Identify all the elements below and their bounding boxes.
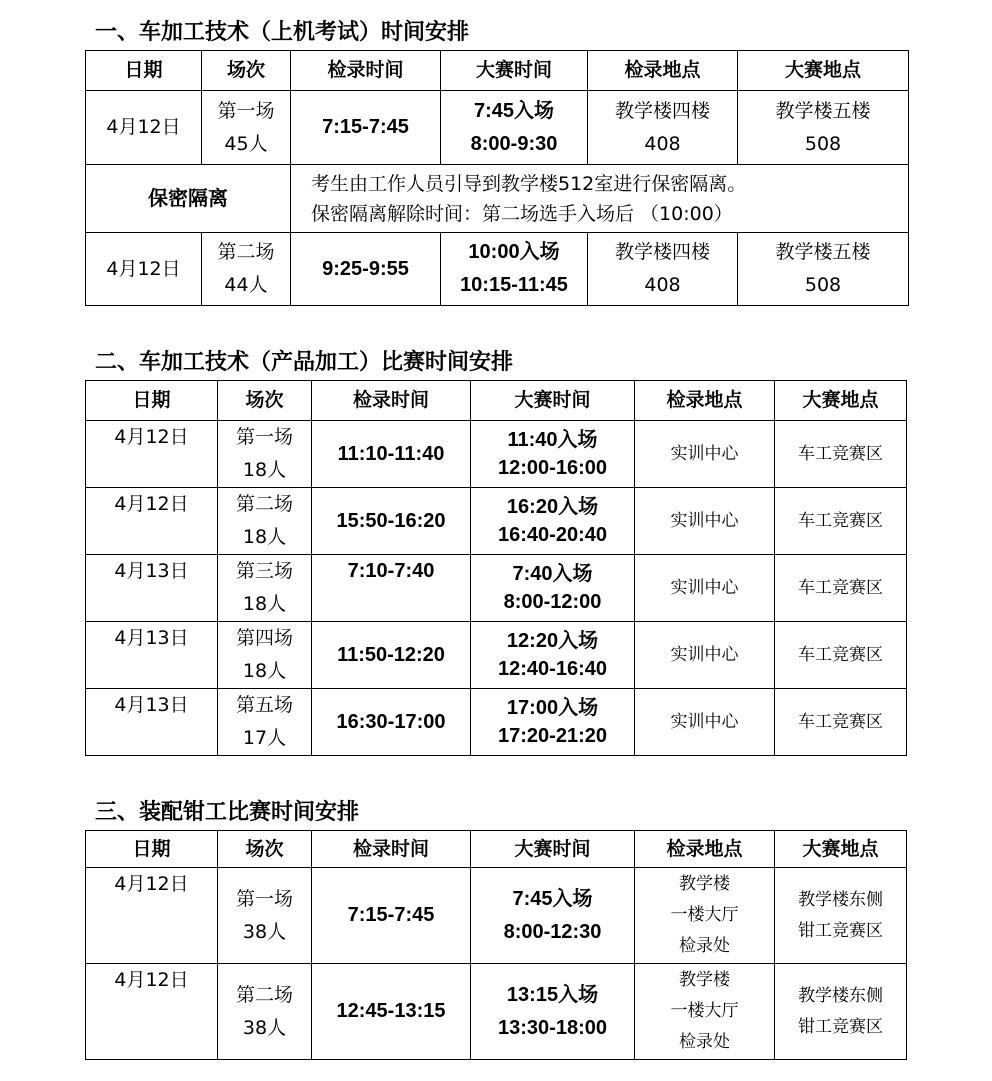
checkin-time-cell: 16:30-17:00 — [312, 689, 471, 756]
isolation-line-1: 考生由工作人员引导到教学楼512室进行保密隔离。 — [311, 172, 747, 195]
isolation-line-2: 保密隔离解除时间：第二场选手入场后 （10:00） — [311, 202, 733, 225]
race-entry: 16:20入场 — [506, 496, 599, 518]
header-session: 场次 — [218, 381, 312, 421]
race-building: 教学楼东侧 — [798, 889, 883, 910]
header-session: 场次 — [202, 51, 291, 91]
race-entry: 11:40入场 — [507, 429, 598, 451]
race-room: 508 — [804, 132, 842, 155]
header-checkin-time: 检录时间 — [312, 831, 471, 868]
race-time-cell — [441, 91, 588, 165]
race-time-cell — [471, 868, 635, 964]
checkin-building: 教学楼四楼 — [614, 99, 710, 122]
session-name: 第二场 — [217, 241, 275, 263]
table-row — [86, 91, 909, 165]
header-checkin-time: 检录时间 — [291, 51, 441, 91]
race-entry: 7:40入场 — [512, 563, 593, 585]
race-time-cell — [471, 555, 635, 622]
session-count: 45人 — [224, 132, 268, 155]
session-name: 第四场 — [235, 627, 293, 649]
header-session: 场次 — [218, 831, 312, 868]
session-count: 18人 — [242, 660, 287, 682]
race-location-cell: 车工竞赛区 — [775, 421, 907, 488]
race-duration: 8:00-9:30 — [470, 132, 558, 155]
checkin-time-cell: 12:45-13:15 — [312, 964, 471, 1060]
session-cell — [218, 689, 312, 756]
race-time-cell — [471, 689, 635, 756]
checkin-time-cell: 9:25-9:55 — [291, 233, 441, 306]
date-cell: 4月12日 — [86, 91, 202, 165]
checkin-location-cell: 实训中心 — [635, 488, 775, 555]
session-name: 第二场 — [235, 983, 293, 1006]
session-cell — [218, 421, 312, 488]
session-name: 第一场 — [235, 426, 293, 448]
checkin-location-cell: 实训中心 — [635, 555, 775, 622]
race-entry: 7:45入场 — [473, 99, 555, 122]
checkin-time-cell: 11:50-12:20 — [312, 622, 471, 689]
session-cell — [218, 488, 312, 555]
session-cell — [218, 555, 312, 622]
race-room: 508 — [804, 274, 842, 296]
race-entry: 13:15入场 — [506, 983, 599, 1006]
race-duration: 17:20-21:20 — [498, 725, 607, 747]
race-time-cell — [471, 622, 635, 689]
race-time-cell — [471, 964, 635, 1060]
session-cell — [218, 622, 312, 689]
race-area: 钳工竞赛区 — [798, 1016, 883, 1037]
session-cell — [218, 868, 312, 964]
schedule-table-3 — [85, 830, 907, 1060]
header-row — [86, 51, 909, 91]
race-location-cell — [775, 964, 907, 1060]
isolation-label: 保密隔离 — [86, 165, 291, 233]
checkin-floor: 一楼大厅 — [670, 905, 739, 925]
header-date: 日期 — [86, 381, 218, 421]
checkin-desk: 检录处 — [679, 936, 730, 956]
race-entry: 17:00入场 — [506, 697, 599, 719]
session-count: 18人 — [242, 593, 287, 615]
header-checkin-location: 检录地点 — [588, 51, 738, 91]
section-3-title: 三、装配钳工比赛时间安排 — [95, 800, 360, 825]
header-race-time: 大赛时间 — [441, 51, 588, 91]
checkin-time-cell: 7:15-7:45 — [312, 868, 471, 964]
header-checkin-location: 检录地点 — [635, 831, 775, 868]
race-duration: 13:30-18:00 — [498, 1016, 607, 1039]
header-row — [86, 831, 907, 868]
race-location-cell: 车工竞赛区 — [775, 622, 907, 689]
schedule-table-1 — [85, 50, 909, 306]
header-race-time: 大赛时间 — [471, 831, 635, 868]
checkin-building: 教学楼 — [679, 874, 730, 894]
race-location-cell: 车工竞赛区 — [775, 689, 907, 756]
race-duration: 16:40-20:40 — [498, 524, 607, 546]
race-duration: 12:40-16:40 — [498, 658, 607, 680]
race-location-cell — [775, 868, 907, 964]
checkin-desk: 检录处 — [679, 1032, 730, 1052]
checkin-room: 408 — [644, 274, 681, 296]
table-row — [86, 233, 909, 306]
race-time-cell — [471, 421, 635, 488]
race-entry: 12:20入场 — [506, 630, 599, 652]
race-entry: 10:00入场 — [468, 241, 560, 263]
header-race-location: 大赛地点 — [738, 51, 909, 91]
race-building: 教学楼五楼 — [775, 241, 871, 263]
checkin-time-cell: 11:10-11:40 — [312, 421, 471, 488]
checkin-location-cell — [588, 233, 738, 306]
race-area: 钳工竞赛区 — [798, 920, 883, 941]
date-cell: 4月13日 — [86, 689, 218, 756]
session-name: 第五场 — [235, 694, 293, 716]
session-cell — [202, 233, 291, 306]
date-cell: 4月13日 — [86, 622, 218, 689]
schedule-table-2 — [85, 380, 907, 756]
race-duration: 8:00-12:00 — [503, 591, 602, 613]
session-count: 44人 — [224, 274, 268, 296]
session-count: 38人 — [242, 1016, 287, 1039]
header-date: 日期 — [86, 831, 218, 868]
table-row — [86, 421, 907, 488]
header-checkin-location: 检录地点 — [635, 381, 775, 421]
race-duration: 12:00-16:00 — [498, 457, 607, 479]
date-cell: 4月12日 — [86, 421, 218, 488]
race-duration: 8:00-12:30 — [503, 920, 602, 943]
checkin-location-cell — [588, 91, 738, 165]
race-duration: 10:15-11:45 — [460, 274, 568, 296]
table-row — [86, 555, 907, 622]
race-location-cell: 车工竞赛区 — [775, 488, 907, 555]
race-building: 教学楼东侧 — [798, 985, 883, 1006]
session-count: 18人 — [242, 526, 287, 548]
checkin-floor: 一楼大厅 — [670, 1001, 739, 1021]
isolation-row — [86, 165, 909, 233]
checkin-location-cell: 实训中心 — [635, 421, 775, 488]
table-row — [86, 689, 907, 756]
checkin-time-cell: 15:50-16:20 — [312, 488, 471, 555]
race-time-cell — [471, 488, 635, 555]
header-race-location: 大赛地点 — [775, 381, 907, 421]
race-location-cell — [738, 91, 909, 165]
table-row — [86, 868, 907, 964]
session-count: 38人 — [242, 920, 287, 943]
race-location-cell — [738, 233, 909, 306]
header-checkin-time: 检录时间 — [312, 381, 471, 421]
checkin-room: 408 — [644, 132, 681, 155]
session-count: 18人 — [242, 459, 287, 481]
race-location-cell: 车工竞赛区 — [775, 555, 907, 622]
checkin-building: 教学楼四楼 — [614, 241, 710, 263]
checkin-location-cell: 实训中心 — [635, 622, 775, 689]
header-race-time: 大赛时间 — [471, 381, 635, 421]
session-name: 第二场 — [235, 493, 293, 515]
session-name: 第一场 — [217, 99, 275, 122]
table-row — [86, 964, 907, 1060]
race-time-cell — [441, 233, 588, 306]
checkin-time-cell: 7:10-7:40 — [312, 555, 471, 622]
race-entry: 7:45入场 — [512, 887, 593, 910]
table-row — [86, 622, 907, 689]
date-cell: 4月12日 — [86, 964, 218, 1060]
section-1-title: 一、车加工技术（上机考试）时间安排 — [95, 20, 470, 45]
date-cell: 4月12日 — [86, 868, 218, 964]
date-cell: 4月12日 — [86, 233, 202, 306]
checkin-location-cell — [635, 868, 775, 964]
race-building: 教学楼五楼 — [775, 99, 871, 122]
checkin-time-cell: 7:15-7:45 — [291, 91, 441, 165]
checkin-location-cell — [635, 964, 775, 1060]
table-row — [86, 488, 907, 555]
header-race-location: 大赛地点 — [775, 831, 907, 868]
session-cell — [202, 91, 291, 165]
checkin-building: 教学楼 — [679, 970, 730, 990]
date-cell: 4月12日 — [86, 488, 218, 555]
header-row — [86, 381, 907, 421]
session-count: 17人 — [242, 727, 287, 749]
section-2-title: 二、车加工技术（产品加工）比赛时间安排 — [95, 350, 514, 375]
checkin-location-cell: 实训中心 — [635, 689, 775, 756]
session-cell — [218, 964, 312, 1060]
date-cell: 4月13日 — [86, 555, 218, 622]
session-name: 第一场 — [235, 887, 293, 910]
isolation-text — [291, 165, 909, 233]
header-date: 日期 — [86, 51, 202, 91]
session-name: 第三场 — [235, 560, 293, 582]
